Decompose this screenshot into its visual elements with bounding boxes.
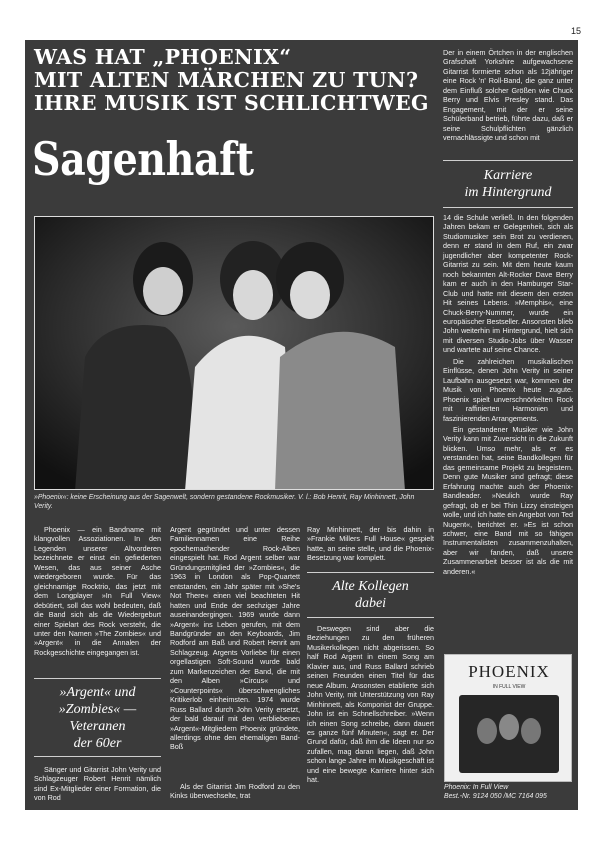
column-2: Argent gegründet und unter dessen Familiennamen eine Reihe epochemachender Rock-Alben eingespielt hat. Rod Argent selber war Gründungsmitglied der »Zombies«, die 1963 in London als Pop-Quartett entstanden, ein Jahr später mit »She's Not There« einen viel beachteten Hit hatten und Ende der sechziger Jahre auseinandergingen. 1969 wurde dann »Argent« ins Leben gerufen, mit dem Bandgründer an den Keyboards, Jim Rodford am Baß und Robert Henrit am Schlagzeug. Argents Vorliebe für einen orgellastigen Soft-Sound wurde bald zum Markenzeichen der Band, die mit den Alben »Circus« und »Counterpoints« überschwengliches Kritikerlob einheimsten. 1974 wurde Russ Ballard durch John Verity ersetzt, der bald darauf mit den verbliebenen »Argent«-Mitgliedern Phoenix gründete, allerdings ohne den ehemaligen Band-Boß — [170, 525, 300, 752]
top-right-column: Der in einem Örtchen in der englischen Grafschaft Yorkshire aufgewachsene Gitarrist formierte schon als 12jähriger eine Rock 'n' Roll-Band, die ganz unter dem Einfluß solcher Größen wie Chuck Berry und Elvis Presley stand. Das Engagement, mit der er seine Schülerband betrieb, führte dazu, daß er seine Schulpflichten gänzlich vernachlässigte und schon mit — [443, 48, 573, 143]
headline — [34, 46, 429, 115]
paragraph: Ein gestandener Musiker wie John Verity kann mit Zuversicht in die Zukunft blicken. Umso mehr, als er es verstanden hat, seine Bandkollegen für das gemeinsame Projekt zu begeistern. Denn gute Musiker sind gefragt; diese Erfahrung machte auch der Phoenix-Bandleader. »Neulich wurde Ray gefragt, ob er bei Thin Lizzy einsteigen wolle, und ich hatte ein Angebot von Ted Nugent«, berichtet er. »Es ist schon schwer, eine Band mit so fähigen Instrumentalisten zusammenzuhalten, aber wir fanden, daß unsere Zusammenarbeit besser ist als die mit anderen.« — [443, 424, 573, 576]
divider — [443, 207, 573, 208]
subhead-kollegen — [307, 578, 434, 612]
divider — [34, 756, 161, 757]
page-number: 15 — [571, 26, 582, 36]
person-left-body — [75, 325, 196, 490]
article-title: Sagenhaft — [32, 132, 254, 186]
paragraph: Phoenix — ein Bandname mit klangvollen Assoziationen. In den Legenden unserer Altvorderen bezeichnete er einst ein gefiederten Wesen, das aus seiner Asche wiedergeboren wurde. Für das gleichnamige Rocktrio, das jetzt mit dem Longplayer »In Full View« debütiert, soll das wohl bedeuten, daß die Band sich als die Wiedergeburt einer Spielart des Rock versteht, die unter den Namen »The Zombies« und »Argent« in die Annalen der Rockgeschichte eingegangen ist. — [34, 525, 161, 657]
person-right-face — [290, 271, 330, 319]
column-2-continued — [170, 782, 300, 803]
headline-line-2: MIT ALTEN MÄRCHEN ZU TUN? — [34, 68, 419, 92]
person-middle-face — [233, 270, 273, 320]
divider — [307, 572, 434, 573]
person-right-body — [275, 332, 405, 490]
album-caption — [444, 784, 579, 801]
subhead-karriere-line-2: im Hintergrund — [464, 185, 552, 200]
subhead-argent-line-4: der 60er — [73, 736, 122, 751]
paragraph: Die zahlreichen musikalischen Einflüsse, denen John Verity in seiner Laufbahn ausgesetzt war, kommen der Musik von Phoenix heute zugute. Phoenix spielt unverschnörkelten Rock mit raffinierten Harmonien und faszinierenden Arrangements. — [443, 356, 573, 423]
paragraph: Deswegen sind aber die Beziehungen zu den früheren Musikerkollegen nicht abgerissen. So half Rod Argent in einem Song am Klavier aus, und Russ Ballard schrieb seinen Freunden einen Titel für das neue Album. Ansonsten etablierte sich John Verity, mit Unterstützung von Ray Minhinnett, als Komponist der Gruppe. John ist ein Schnellschreiber. »Wenn ich einen Song schreibe, dann dauert es ganze fünf Minuten«, sagt er. Der Grund dafür, daß ihm die Ideen nur so zufallen, mag daran liegen, daß John schon lange Jahre im Musikgeschäft ist und eine bewegte Karriere hinter sich hat. — [307, 624, 434, 785]
headline-line-3: IHRE MUSIK IST SCHLICHTWEG — [34, 91, 429, 115]
right-column — [443, 213, 573, 578]
column-3: Ray Minhinnett, der bis dahin in »Frankie Millers Full House« gespielt hatte, an seine stelle, und die Phoenix-Besetzung war komplett. — [307, 525, 434, 563]
column-1-continued — [34, 765, 161, 805]
paragraph: Sänger und Gitarrist John Verity und Schlagzeuger Robert Henrit nämlich sind Ex-Mitglieder einer Formation, die von Rod — [34, 765, 161, 803]
divider — [307, 617, 434, 618]
paragraph: 14 die Schule verließ. In den folgenden Jahren bekam er Gelegenheit, sich als Studiomusiker sein Brot zu verdienen, denn er stand in dem Ruf, ein zwar jugendlicher aber kompetenter Rock-Gitarrist zu sein. Mit dem heute kaum noch bekannten Alt-Rocker Dave Berry kam er auch in den Hamburger Star-Club und hatte mit diesem den ersten Hit seines Lebens. »Memphis«, eine Chuck-Berry-Nummer, wurde ein europäischer Bestseller. Ansonsten blieb John weiterhin im Hintergrund, hielt sich mit diversen Studio-Jobs über Wasser und wartete auf seine Chance. — [443, 213, 573, 355]
subhead-kollegen-line-2: dabei — [354, 596, 387, 611]
column-3-continued — [307, 624, 434, 787]
band-photo-image — [35, 217, 434, 490]
subhead-karriere-line-1: Karriere — [483, 168, 533, 183]
album-caption-title: Phoenix: In Full View — [444, 784, 509, 791]
subhead-karriere — [443, 167, 573, 201]
album-title: PHOENIX — [468, 662, 550, 681]
person-left-face — [143, 267, 183, 315]
divider — [443, 160, 573, 161]
album-cover — [444, 654, 572, 782]
subhead-argent-line-3: Veteranen — [69, 719, 126, 734]
column-1 — [34, 525, 161, 659]
subhead-argent-line-1: »Argent« und — [59, 685, 136, 700]
album-caption-order-number: Best.-Nr. 9124 050 /MC 7164 095 — [444, 792, 547, 800]
album-subtitle: IN FULL VIEW — [492, 684, 526, 690]
divider — [34, 678, 161, 679]
headline-line-1: WAS HAT „PHOENIX“ — [34, 45, 292, 69]
subhead-argent-line-2: »Zombies« — — [58, 702, 137, 717]
paragraph: Als der Gitarrist Jim Rodford zu den Kinks überwechselte, trat — [170, 782, 300, 801]
subhead-kollegen-line-1: Alte Kollegen — [332, 579, 409, 594]
subhead-argent — [34, 684, 161, 752]
album-cover-image — [445, 655, 572, 782]
band-photo — [34, 216, 434, 490]
photo-caption: »Phoenix«: keine Erscheinung aus der Sagenwelt, sondern gestandene Rockmusiker. V. l.: Bob Henrit, Ray Minhinnett, John Verity. — [34, 494, 415, 510]
